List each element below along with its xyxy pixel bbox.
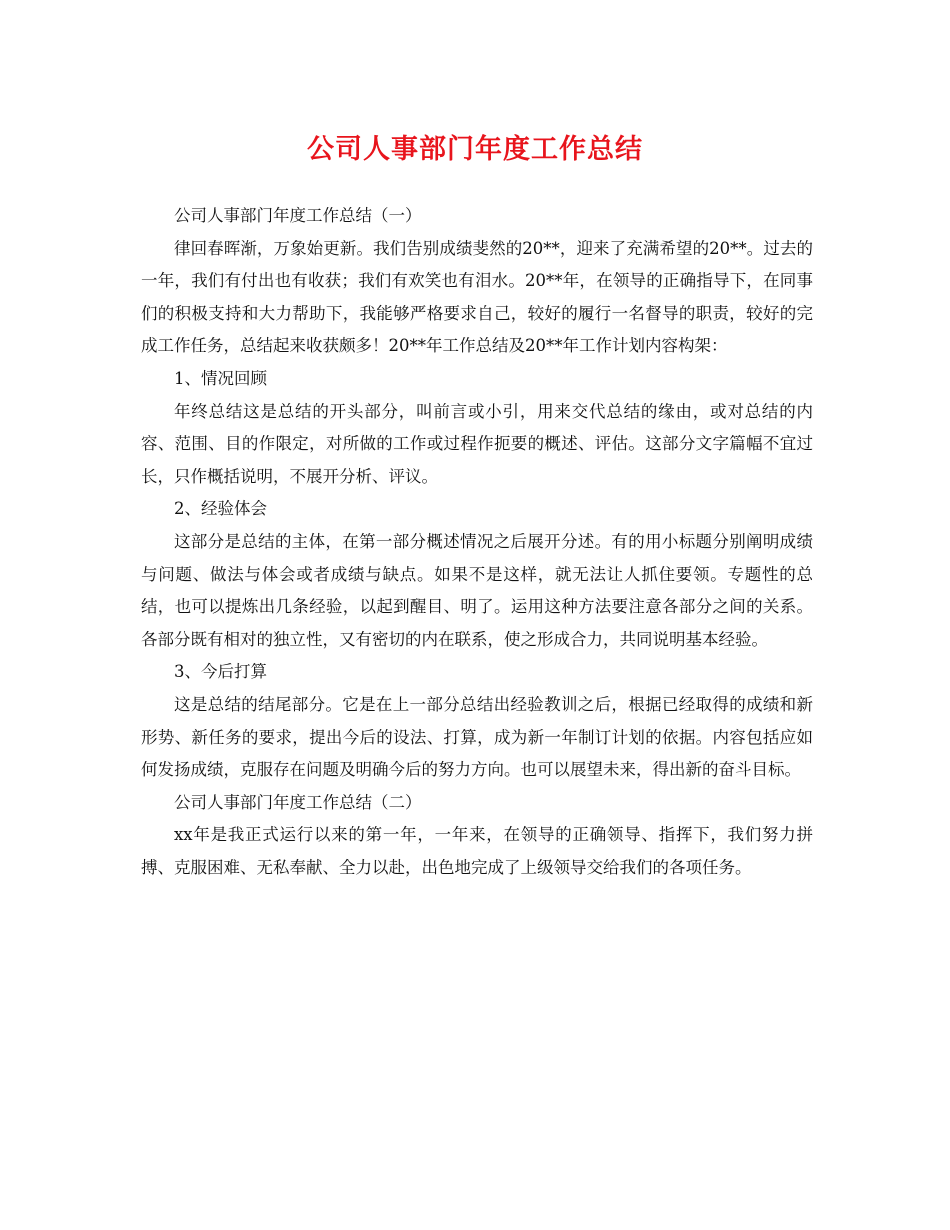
subheading: 1、情况回顾 [174, 368, 267, 388]
subheading: 2、经验体会 [174, 499, 267, 519]
paragraph: 律回春晖渐，万象始更新。我们告别成绩斐然的20**，迎来了充满希望的20**。过去的一年，我们有付出也有收获；我们有欢笑也有泪水。20**年，在领导的正确指导下，在同事们的积极支持和大力帮助下，我能够严格要求自己，较好的履行一名督导的职责，较好的完成工作任务，总结起来收获颇多！20**年工作总结及20**年工作计划内容构架： [141, 238, 813, 356]
section-heading: 公司人事部门年度工作总结（二） [174, 792, 422, 812]
paragraph: 这部分是总结的主体，在第一部分概述情况之后展开分述。有的用小标题分别阐明成绩与问题、做法与体会或者成绩与缺点。如果不是这样，就无法让人抓住要领。专题性的总结，也可以提炼出几条经验，以起到醒目、明了。运用这种方法要注意各部分之间的关系。各部分既有相对的独立性，又有密切的内在联系，使之形成合力，共同说明基本经验。 [141, 531, 813, 649]
paragraph: xx年是我正式运行以来的第一年，一年来，在领导的正确领导、指挥下，我们努力拼搏、克服困难、无私奉献、全力以赴，出色地完成了上级领导交给我们的各项任务。 [141, 825, 813, 877]
subheading: 3、今后打算 [174, 662, 267, 682]
section-heading: 公司人事部门年度工作总结（一） [174, 206, 422, 225]
paragraph: 这是总结的结尾部分。它是在上一部分总结出经验教训之后，根据已经取得的成绩和新形势、新任务的要求，提出今后的设法、打算，成为新一年制订计划的依据。内容包括应如何发扬成绩，克服存在问题及明确今后的努力方向。也可以展望未来，得出新的奋斗目标。 [141, 694, 813, 780]
paragraph: 年终总结这是总结的开头部分，叫前言或小引，用来交代总结的缘由，或对总结的内容、范围、目的作限定，对所做的工作或过程作扼要的概述、评估。这部分文字篇幅不宜过长，只作概括说明，不展开分析、评议。 [141, 401, 813, 486]
document-title: 公司人事部门年度工作总结 [307, 134, 643, 165]
document-body [141, 200, 813, 884]
